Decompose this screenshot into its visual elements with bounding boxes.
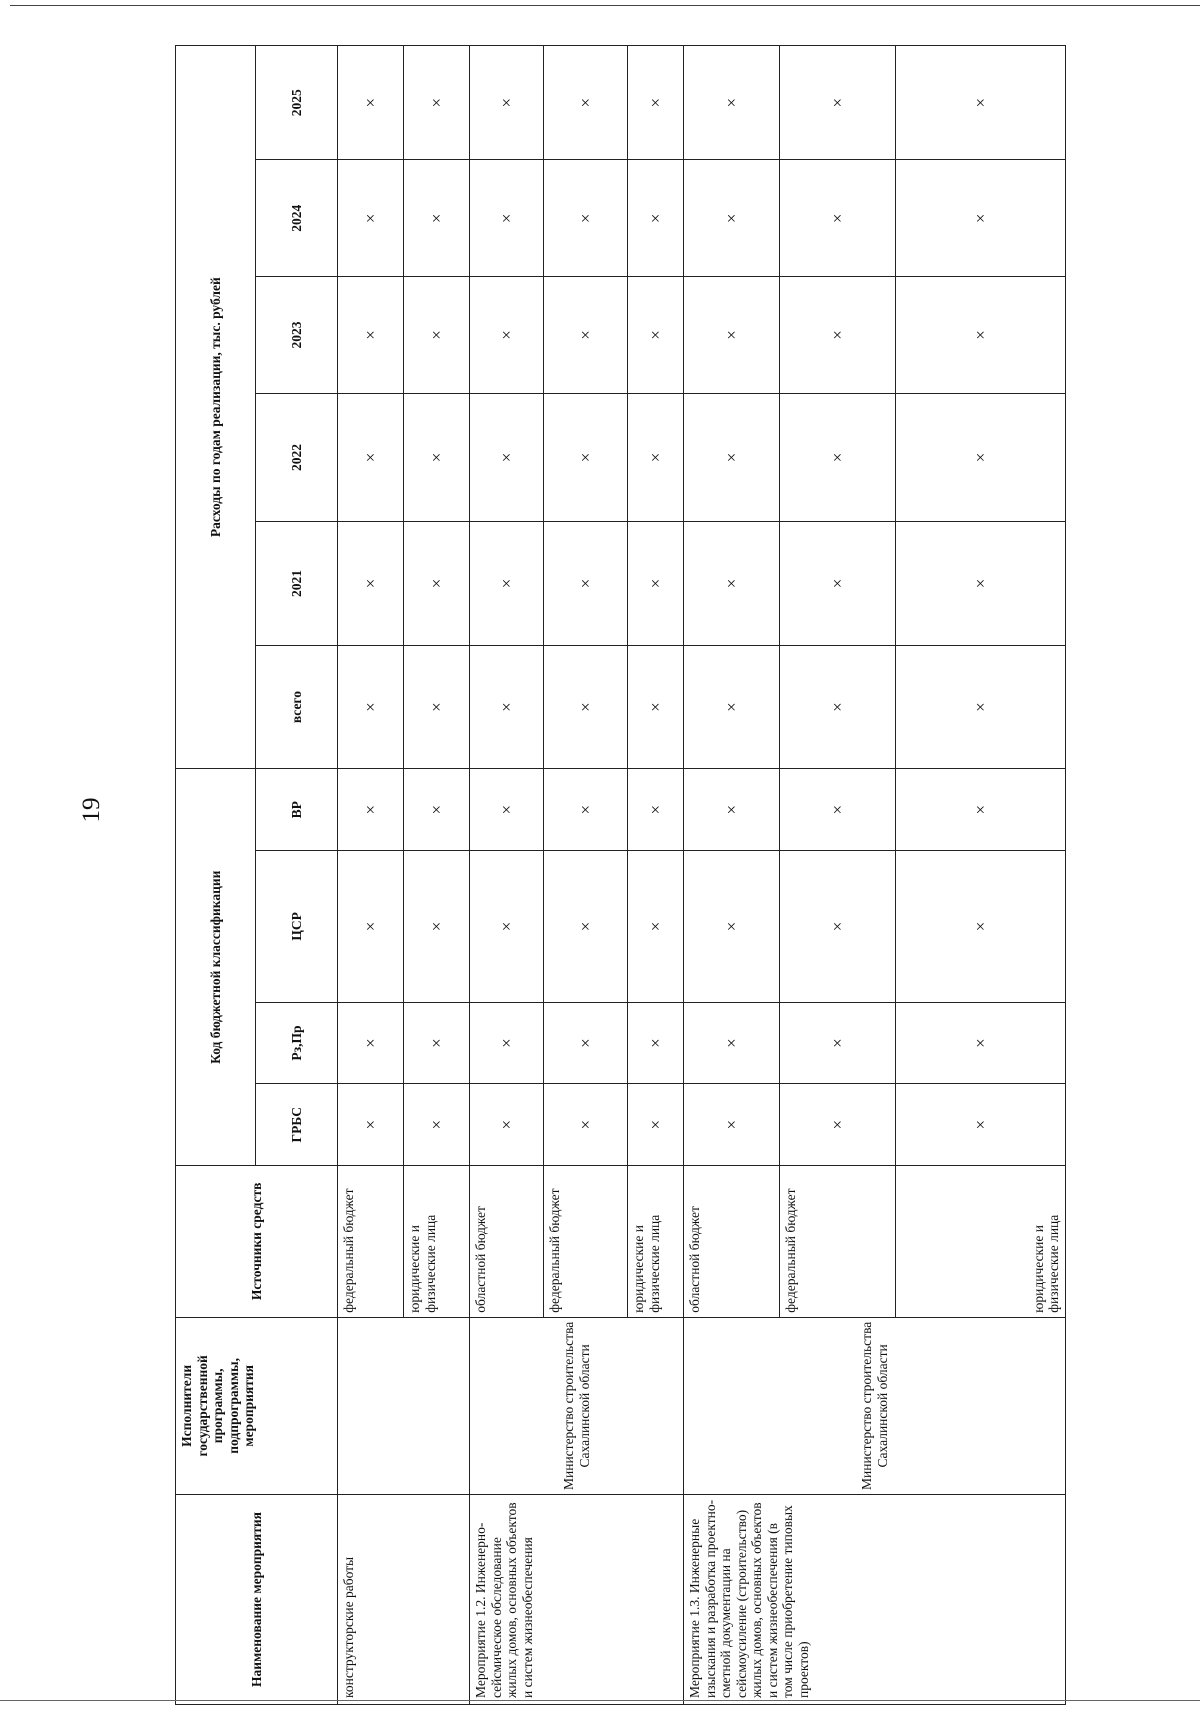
x-mark: × <box>544 160 628 277</box>
rotated-table-container <box>175 45 1065 1705</box>
x-mark: × <box>896 522 1066 646</box>
x-mark: × <box>404 277 470 394</box>
x-mark: × <box>780 522 896 646</box>
x-mark: × <box>780 1002 896 1084</box>
x-mark: × <box>338 393 404 521</box>
x-mark: × <box>628 769 684 851</box>
x-mark: × <box>628 393 684 521</box>
x-mark: × <box>684 393 780 521</box>
header-row-top <box>176 46 256 1705</box>
top-rule <box>10 5 1200 6</box>
activity-name: Мероприятие 1.3. Инженерные изыскания и разработка проектно-сметной документации на сейсмоусиление (строительство) жилых домов, основных объектов и систем жизнеобеспечения (в том числе приобретение типовых проектов) <box>684 1495 1066 1705</box>
x-mark: × <box>404 160 470 277</box>
x-mark: × <box>628 1002 684 1084</box>
x-mark: × <box>404 851 470 1003</box>
x-mark: × <box>544 769 628 851</box>
x-mark: × <box>780 160 896 277</box>
header-2021: 2021 <box>256 522 338 646</box>
x-mark: × <box>470 645 544 769</box>
x-mark: × <box>338 1002 404 1084</box>
x-mark: × <box>628 645 684 769</box>
x-mark: × <box>338 277 404 394</box>
x-mark: × <box>338 1084 404 1166</box>
x-mark: × <box>544 522 628 646</box>
x-mark: × <box>544 46 628 160</box>
header-vr: ВР <box>256 769 338 851</box>
x-mark: × <box>684 522 780 646</box>
x-mark: × <box>684 645 780 769</box>
funding-source: областной бюджет <box>470 1166 544 1318</box>
x-mark: × <box>628 1084 684 1166</box>
x-mark: × <box>404 1084 470 1166</box>
bottom-rule <box>0 1700 1200 1701</box>
x-mark: × <box>404 46 470 160</box>
header-2022: 2022 <box>256 393 338 521</box>
x-mark: × <box>780 645 896 769</box>
header-2025: 2025 <box>256 46 338 160</box>
x-mark: × <box>338 645 404 769</box>
x-mark: × <box>338 769 404 851</box>
x-mark: × <box>628 851 684 1003</box>
x-mark: × <box>896 160 1066 277</box>
activity-executor: Министерство строительства Сахалинской области <box>684 1317 1066 1494</box>
table-row <box>338 46 404 1705</box>
header-kbk: Код бюджетной классификации <box>176 769 256 1166</box>
x-mark: × <box>896 46 1066 160</box>
activity-name: конструкторские работы <box>338 1495 470 1705</box>
x-mark: × <box>684 1002 780 1084</box>
x-mark: × <box>470 851 544 1003</box>
funding-source: областной бюджет <box>684 1166 780 1318</box>
x-mark: × <box>896 1002 1066 1084</box>
x-mark: × <box>896 851 1066 1003</box>
funding-source: федеральный бюджет <box>544 1166 628 1318</box>
x-mark: × <box>404 522 470 646</box>
x-mark: × <box>470 277 544 394</box>
x-mark: × <box>338 46 404 160</box>
x-mark: × <box>544 1002 628 1084</box>
x-mark: × <box>404 393 470 521</box>
table-row <box>470 46 544 1705</box>
x-mark: × <box>896 1084 1066 1166</box>
x-mark: × <box>780 1084 896 1166</box>
x-mark: × <box>404 1002 470 1084</box>
x-mark: × <box>896 645 1066 769</box>
table-row <box>684 46 780 1705</box>
x-mark: × <box>544 1084 628 1166</box>
x-mark: × <box>544 645 628 769</box>
activity-executor: Министерство строительства Сахалинской области <box>470 1317 684 1494</box>
x-mark: × <box>628 46 684 160</box>
header-name: Наименование мероприятия <box>176 1495 338 1705</box>
x-mark: × <box>684 277 780 394</box>
funding-source: федеральный бюджет <box>338 1166 404 1318</box>
x-mark: × <box>896 393 1066 521</box>
x-mark: × <box>684 851 780 1003</box>
header-2024: 2024 <box>256 160 338 277</box>
funding-source: юридические и физические лица <box>896 1166 1066 1318</box>
x-mark: × <box>780 769 896 851</box>
x-mark: × <box>470 1084 544 1166</box>
x-mark: × <box>628 160 684 277</box>
funding-source: юридические и физические лица <box>404 1166 470 1318</box>
header-rzpr: Рз,Пр <box>256 1002 338 1084</box>
x-mark: × <box>684 769 780 851</box>
x-mark: × <box>470 160 544 277</box>
header-csr: ЦСР <box>256 851 338 1003</box>
funding-source: федеральный бюджет <box>780 1166 896 1318</box>
x-mark: × <box>544 277 628 394</box>
x-mark: × <box>780 46 896 160</box>
x-mark: × <box>338 851 404 1003</box>
budget-table <box>175 45 1066 1705</box>
header-total: всего <box>256 645 338 769</box>
x-mark: × <box>338 160 404 277</box>
header-executor: Исполнители государственной программы, подпрограммы, мероприятия <box>176 1317 338 1494</box>
funding-source: юридические и физические лица <box>628 1166 684 1318</box>
x-mark: × <box>404 769 470 851</box>
header-2023: 2023 <box>256 277 338 394</box>
x-mark: × <box>628 522 684 646</box>
x-mark: × <box>684 46 780 160</box>
header-expenses: Расходы по годам реализации, тыс. рублей <box>176 46 256 769</box>
x-mark: × <box>780 277 896 394</box>
x-mark: × <box>470 769 544 851</box>
x-mark: × <box>896 769 1066 851</box>
page-number: 19 <box>78 797 105 823</box>
x-mark: × <box>628 277 684 394</box>
x-mark: × <box>780 851 896 1003</box>
x-mark: × <box>470 393 544 521</box>
x-mark: × <box>896 277 1066 394</box>
x-mark: × <box>684 1084 780 1166</box>
x-mark: × <box>404 645 470 769</box>
x-mark: × <box>338 522 404 646</box>
x-mark: × <box>470 46 544 160</box>
x-mark: × <box>470 1002 544 1084</box>
header-grbs: ГРБС <box>256 1084 338 1166</box>
x-mark: × <box>684 160 780 277</box>
x-mark: × <box>780 393 896 521</box>
header-source: Источники средств <box>176 1166 338 1318</box>
activity-executor <box>338 1317 470 1494</box>
x-mark: × <box>470 522 544 646</box>
x-mark: × <box>544 851 628 1003</box>
activity-name: Мероприятие 1.2. Инженерно-сейсмическое обследование жилых домов, основных объектов и систем жизнеобеспечения <box>470 1495 684 1705</box>
x-mark: × <box>544 393 628 521</box>
